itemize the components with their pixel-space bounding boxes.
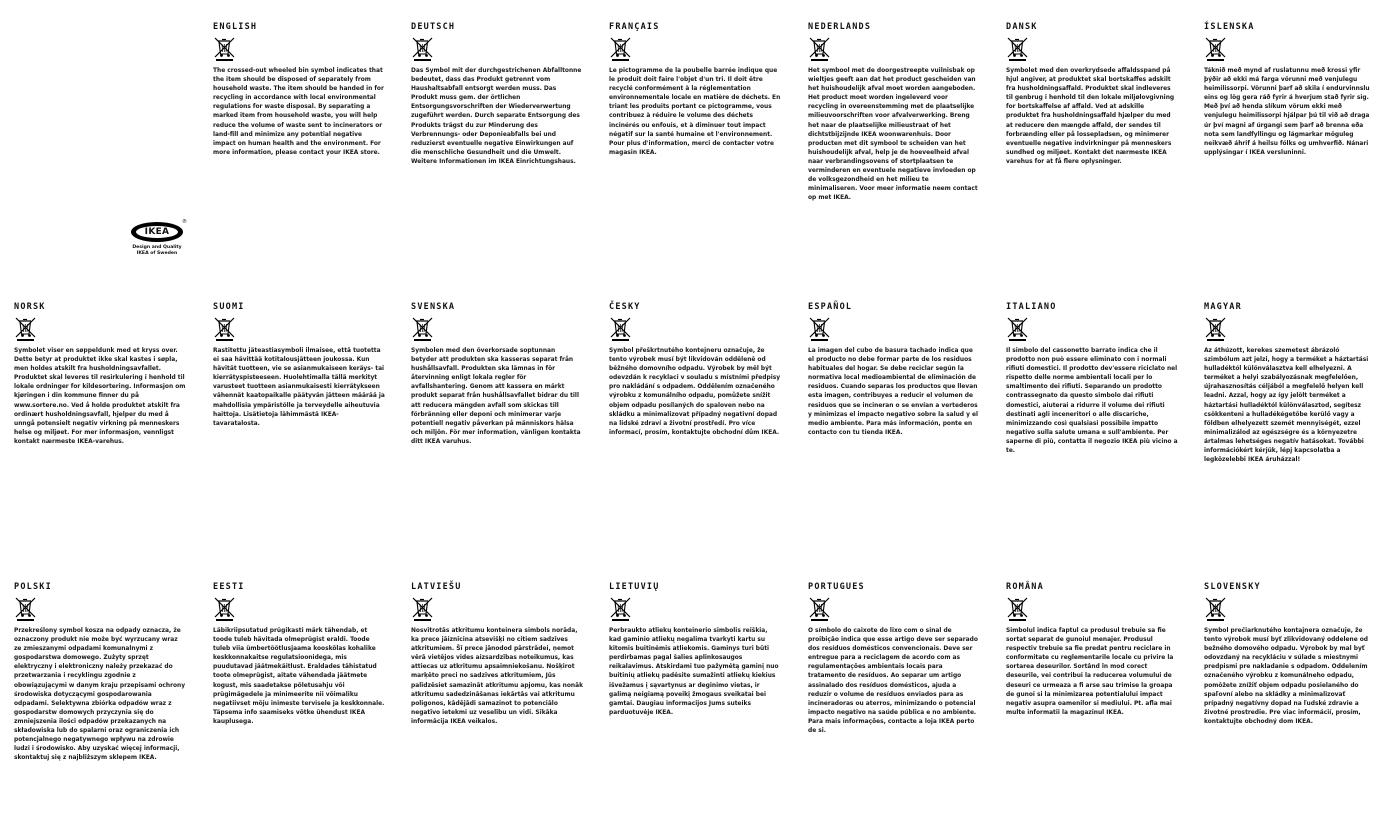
crossed-out-wheeled-bin-icon [609,316,633,342]
disposal-text: Het symbool met de doorgestreepte vuilnisbak op wieltjes geeft aan dat het product gescheiden van het huishoudelijk afval moet worden aangeboden. Het product moet worden ingeleverd voor recycling in overeenstemming met de plaatselijke milieuvoorschriften voor afvalverwerking. Breng het naar de plaatselijke milieustraat of het dichtstbijzijnde IKEA woonwarenhuis. Door producten met dit symbool te scheiden van het huishoudelijk afval, help je de hoeveelheid afval naar verbrandingsovens of stortplaatsen te verminderen en eventuele negatieve invloeden op de volksgezondheid en het milieu te minimaliseren. Voor meer informatie neem contact op met IKEA. [808,68,978,202]
disposal-text: Perbraukto atliekų konteinerio simbolis reiškia, kad gaminio atliekų negalima tvarkyti kartu su kitomis buitinėmis atliekomis. Gaminys turi būti perdirbamas pagal šalies aplinkosaugos reikalavimus. Atskirdami tuo pažymėtą gaminį nuo buitinių atliekų padėsite sumažinti atliekų kiekius išvežamus į sąvartynus ar deginimo vietas, ir galimą neigiamą poveikį žmogaus sveikatai bei gamtai. Daugiau informacijos Jums suteiks parduotuvėje IKEA. [609,628,779,716]
language-heading: POLSKI [14,582,52,592]
language-block-norsk [14,302,186,447]
crossed-out-wheeled-bin-icon [14,316,38,342]
language-heading: ESPAÑOL [808,302,853,312]
crossed-out-wheeled-bin-icon [213,36,237,62]
crossed-out-wheeled-bin-icon [808,596,832,622]
language-heading: LATVIEŠU [411,582,462,592]
language-heading: NEDERLANDS [808,22,872,32]
language-heading: ENGLISH [213,22,258,32]
logo-caption-line1: Design and Quality [132,245,182,250]
crossed-out-wheeled-bin-icon [609,596,633,622]
crossed-out-wheeled-bin-icon [1006,596,1030,622]
language-block-lietuvių [609,582,781,718]
ikea-logo-block [127,219,187,256]
crossed-out-wheeled-bin-icon [808,36,832,62]
disposal-text: Symbolen med den överkorsade soptunnan betyder att produkten ska kasseras separat från hushållsavfall. Produkten ska lämnas in för återvinning enligt lokala regler för avfallshantering. Genom att kassera en märkt produkt separat från hushållsavfallet bidrar du till att reducera mängden avfall som skickas till förbränning eller deponi och minimerar varje potentiell negativ påverkan på människors hälsa och miljön. För mer information, vänligen kontakta ditt IKEA varuhus. [411,348,581,445]
crossed-out-wheeled-bin-icon [1204,596,1228,622]
disposal-text: Das Symbol mit der durchgestrichenen Abfalltonne bedeutet, dass das Produkt getrennt vom Haushaltsabfall entsorgt werden muss. Das Produkt muss gem. der örtlichen Entsorgungsvorschriften der Wiederverwertung zugeführt werden. Durch separate Entsorgung des Produkts trägst du zur Minderung des Verbrennungs- oder Deponieabfalls bei und reduzierst eventuelle negative Einwirkungen auf die menschliche Gesundheit und die Umwelt. Weitere Informationen im IKEA Einrichtungshaus. [411,68,582,165]
language-block-portugues [808,582,980,736]
crossed-out-wheeled-bin-icon [1204,316,1228,342]
language-heading: SUOMI [213,302,245,312]
language-block-slovensky [1204,582,1376,727]
registered-mark: ® [182,219,187,225]
language-block-latviešu [411,582,583,727]
disposal-text: Táknið með mynd af ruslatunnu með krossi yfir þýðir að ekki má farga vörunni með venjulegu heimilissorpi. Vörunni þarf að skila í endurvinnslu eins og lög gera ráð fyrir á hverjum stað fyrir sig. Með því að henda slíkum vörum ekki með venjulegu heimilissorpi hjálpar þú til við að draga úr því magni af úrgangi sem þarf að brenna eða nota sem landfyllingu og lágmarkar möguleg neikvæð áhrif á heilsu fólks og umhverfið. Nánari upplýsingar í IKEA versluninni. [1204,68,1370,156]
crossed-out-wheeled-bin-icon [609,36,633,62]
language-heading: MAGYAR [1204,302,1242,312]
disposal-text: Symbol prečiarknutého kontajnera označuje, že tento výrobok musí byť zlikvidovaný oddelene od bežného domového odpadu. Výrobok by mal byť odovzdaný na recykláciu v súlade s miestnymi predpismi pre nakladanie s odpadom. Oddelením označeného výrobku z komunálneho odpadu, pomôžete znížiť objem odpadu posielaného do spaľovní alebo na skládky a minimalizovať prípadný negatívny dopad na ľudské zdravie a životné prostredie. Pre viac informácií, prosím, kontaktujte obchodný dom IKEA. [1204,628,1369,725]
disposal-text: Simbolul indica faptul ca produsul trebuie sa fie sortat separat de gunoiul menajer. Produsul respectiv trebuie sa fie predat pentru reciclare in conformitate cu reglementarile locale cu privire la sortarea deseurilor. Sortând în mod corect deseurile, vei contribui la reducerea volumului de deseuri ce urmeaza a fi arse sau trimise la groapa de gunoi si la minimizarea potentialului impact negativ asupra oamenilor si mediului. Pt. afla mai multe informatii la magazinul IKEA. [1006,628,1174,716]
disposal-text: La imagen del cubo de basura tachado indica que el producto no debe formar parte de los residuos habituales del hogar. Se debe reciclar según la normativa local medioambiental de eliminación de residuos. Cuando separas los productos que llevan esta imagen, contribuyes a reducir el volumen de residuos que se incineran o se envían a vertederos y minimizas el impacto negativo sobre la salud y el medio ambiente. Para más información, ponte en contacto con tu tienda IKEA. [808,348,978,436]
disposal-text: Symbolet viser en søppeldunk med et kryss over. Dette betyr at produktet ikke skal kastes i søpla, men holdes atskilt fra husholdningsavfallet. Produktet skal leveres til resirkulering i henhold til lokale ordninger for kildesortering. Informasjon om kjøringen i din kommune finner du på www.sortere.no. Ved å holde produktet atskilt fra ordinært husholdningsavfall, hjelper du med å unngå potensielt negativ virkning på menneskers helse og miljøet. For mer informasjon, vennligst kontakt nærmeste IKEA-varehus. [14,348,186,445]
ikea-logo [131,219,187,242]
language-block-dansk [1006,22,1178,167]
language-heading: NORSK [14,302,46,312]
language-block-français [609,22,781,158]
disposal-text: Le pictogramme de la poubelle barrée indique que le produit doit faire l'objet d'un tri. Il doit être recyclé conformément à la réglementation environnementale locale en matière de déchets. En triant les produits portant ce pictogramme, vous contribuez à réduire le volume des déchets incinérés ou enfouis, et à diminuer tout impact négatif sur la santé humaine et l'environnement. Pour plus d'information, merci de contacter votre magasin IKEA. [609,68,781,156]
language-block-polski [14,582,186,763]
logo-caption-line2: IKEA of Sweden [136,250,178,256]
crossed-out-wheeled-bin-icon [1204,36,1228,62]
language-block-svenska [411,302,583,447]
language-heading: LIETUVIŲ [609,582,660,592]
disposal-text: Przekreślony symbol kosza na odpady oznacza, że oznaczony produkt nie może być wyrzucany wraz ze zmieszanymi odpadami komunalnymi z gospodarstwa domowego. Zużyty sprzęt elektryczny i elektroniczny należy przekazać do przetwarzania i recyklingu zgodnie z obowiązującymi w danym kraju przepisami ochrony środowiska dotyczącymi gospodarowania odpadami. Selektywna zbiórka odpadów wraz z gospodarstw domowych przyczynia się do zmniejszenia ilości odpadów przekazanych na składowiska lub do spalarni oraz ograniczenia ich potencjalnego negatywnego wpływu na zdrowie ludzi i środowisko. Aby uzyskać więcej informacji, skontaktuj się z najbliższym sklepem IKEA. [14,628,186,762]
crossed-out-wheeled-bin-icon [1006,36,1030,62]
crossed-out-wheeled-bin-icon [213,596,237,622]
disposal-text: Symbolet med den overkrydsede affaldsspand på hjul angiver, at produktet skal bortskaffes adskilt fra husholdningsaffald. Produktet skal indleveres til genbrug i henhold til den lokale miljølovgivning for bortskaffelse af affald. Ved at adskille produktet fra husholdningsaffald hjælper du med at reducere den mængde affald, der sendes til forbrænding eller på lossepladsen, og minimerer eventuelle negative indvirkninger på menneskers sundhed og miljøet. Kontakt det nærmeste IKEA varehus for at få flere oplysninger. [1006,68,1175,165]
crossed-out-wheeled-bin-icon [808,316,832,342]
language-heading: SLOVENSKY [1204,582,1261,592]
language-block-deutsch [411,22,583,167]
language-heading: ČESKY [609,302,641,312]
crossed-out-wheeled-bin-icon [411,596,435,622]
language-block-italiano [1006,302,1178,456]
crossed-out-wheeled-bin-icon [14,596,38,622]
disposal-text: O símbolo do caixote do lixo com o sinal de proibição indica que esse artigo deve ser separado dos resíduos domésticos convencionais. Deve ser entregue para a reciclagem de acordo com as regulamentações ambientais locais para tratamento de resíduos. Ao separar um artigo assinalado dos resíduos domésticos, ajuda a reduzir o volume de resíduos enviados para as incineradoras ou aterros, minimizando o potencial impacto negativo na saúde pública e no ambiente. Para mais informações, contacte a loja IKEA perto de si. [808,628,978,735]
language-heading: FRANÇAIS [609,22,660,32]
disposal-text: Il simbolo del cassonetto barrato indica che il prodotto non può essere eliminato con i normali rifiuti domestici. Il prodotto dev'essere riciclato nel rispetto delle norme ambientali locali per lo smaltimento dei rifiuti. Separando un prodotto contrassegnato da questo simbolo dai rifiuti domestici, aiuterai a ridurre il volume dei rifiuti destinati agli inceneritori o alle discariche, minimizzando così qualsiasi possibile impatto negativo sulla salute umana e sull'ambiente. Per saperne di più, contatta il negozio IKEA più vicino a te. [1006,348,1178,455]
language-heading: DEUTSCH [411,22,456,32]
language-heading: PORTUGUES [808,582,865,592]
language-block-česky [609,302,781,438]
language-block-english [213,22,385,158]
language-heading: ÍSLENSKA [1204,22,1255,32]
language-heading: ROMÂNA [1006,582,1044,592]
ikea-logo-wordmark: IKEA [136,226,178,238]
language-block-íslenska [1204,22,1376,158]
crossed-out-wheeled-bin-icon [411,36,435,62]
crossed-out-wheeled-bin-icon [213,316,237,342]
disposal-text: Nosvītrotās atkritumu konteinera simbols norāda, ka prece jāiznīcina atsevišķi no citiem sadzīves atkritumiem. Šī prece jānodod pārstrādei, ņemot vērā vietējos vides aizsardzības noteikumus, kas attiecas uz atkritumu apsaimniekošanu. Nošķirot marķēto preci no sadzīves atkritumiem, Jūs palīdzēsiet samazināt atkritumu apjomu, kas nonāk atkritumu sadedzināšanas iekārtās vai atkritumu poligonos, kādējādi samazinot to potenciālo negatīvo ietekmi uz veselību un vidi. Sīkāka informācija IKEA veikalos. [411,628,584,725]
logo-caption [127,245,187,256]
language-heading: EESTI [213,582,245,592]
disposal-text: Az áthúzott, kerekes szemetest ábrázoló szimbólum azt jelzi, hogy a terméket a háztartási hulladéktól különválasztva kell elhelyezni. A terméket a helyi szabályozásnak megfelelően, újrahasznosítás céljából a megfelelő helyen kell leadni. Azzal, hogy az így jelölt terméket a háztartási hulladéktól különválasztod, segítesz csökkenteni a hulladékégetőbe kerülő vagy a földben elhelyezett szemét mennyiségét, ezzel minimalizálod az egészségre és a környezetre ártalmas lehetséges negatív hatásokat. További információkért kérjük, lépj kapcsolatba a legközelebbi IKEA áruházzal! [1204,348,1369,464]
language-block-magyar [1204,302,1376,465]
language-block-eesti [213,582,385,727]
disposal-text: Symbol přeškrtnutého kontejneru označuje, že tento výrobek musí být likvidován odděleně od běžného domovního odpadu. Výrobek by měl být odevzdán k recyklaci v souladu s místními předpisy pro nakládání s odpadem. Oddělením označeného výrobku z komunálního odpadu, pomůžete snížit objem odpadu posílaných do spaloven nebo na skládku a minimalizovat případný negativní dopad na lidské zdraví a životní prostředí. Pro více informací, prosím, kontaktujte obchodní dům IKEA. [609,348,781,436]
disposal-text: Rastitettu jäteastiasymboli ilmaisee, että tuotetta ei saa hävittää kotitalousjätteen joukossa. Kun hävität tuotteen, vie se asianmukaiseen keräys- tai kierrätyspisteeseen. Huolehtimalla tällä merkityt varusteet tuotteen asianmukaisesti kierrätykseen vähennät kaatopaikalle päätyvän jätteen määrää ja mahdollisia ympäristölle ja terveydelle aiheutuvia haittoja. Lisätietoja lähimmästä IKEA-tavaratalosta. [213,348,385,427]
crossed-out-wheeled-bin-icon [1006,316,1030,342]
disposal-text: Läbikriipsutatud prügikasti märk tähendab, et toode tuleb hävitada olmeprügist eraldi. Toode tuleb viia ümbertöötlusjaama kooskõlas kohalike keskkonnakaitse regulatsioonidega, mis puudutavad jäätmekäitlust. Eraldades tähistatud toote olmeprügist, aitate vähendada jäätmete kogust, mis saadetakse põletusahju või prügimägedele ja minimeerite nii võimaliku negatiivset mõju inimeste tervisele ja keskkonnale. Täpsema info saamiseks võtke ühendust IKEA kauplusega. [213,628,385,725]
language-block-español [808,302,980,438]
language-block-nederlands [808,22,980,203]
language-block-suomi [213,302,385,429]
disposal-text: The crossed-out wheeled bin symbol indicates that the item should be disposed of separately from household waste. The item should be handed in for recycling in accordance with local environmental regulations for waste disposal. By separating a marked item from household waste, you will help reduce the volume of waste sent to incinerators or land-fill and minimize any potential negative impact on human health and the environment. For more information, please contact your IKEA store. [213,68,384,156]
language-heading: SVENSKA [411,302,456,312]
language-block-româna [1006,582,1178,718]
language-heading: DANSK [1006,22,1038,32]
crossed-out-wheeled-bin-icon [411,316,435,342]
language-heading: ITALIANO [1006,302,1057,312]
